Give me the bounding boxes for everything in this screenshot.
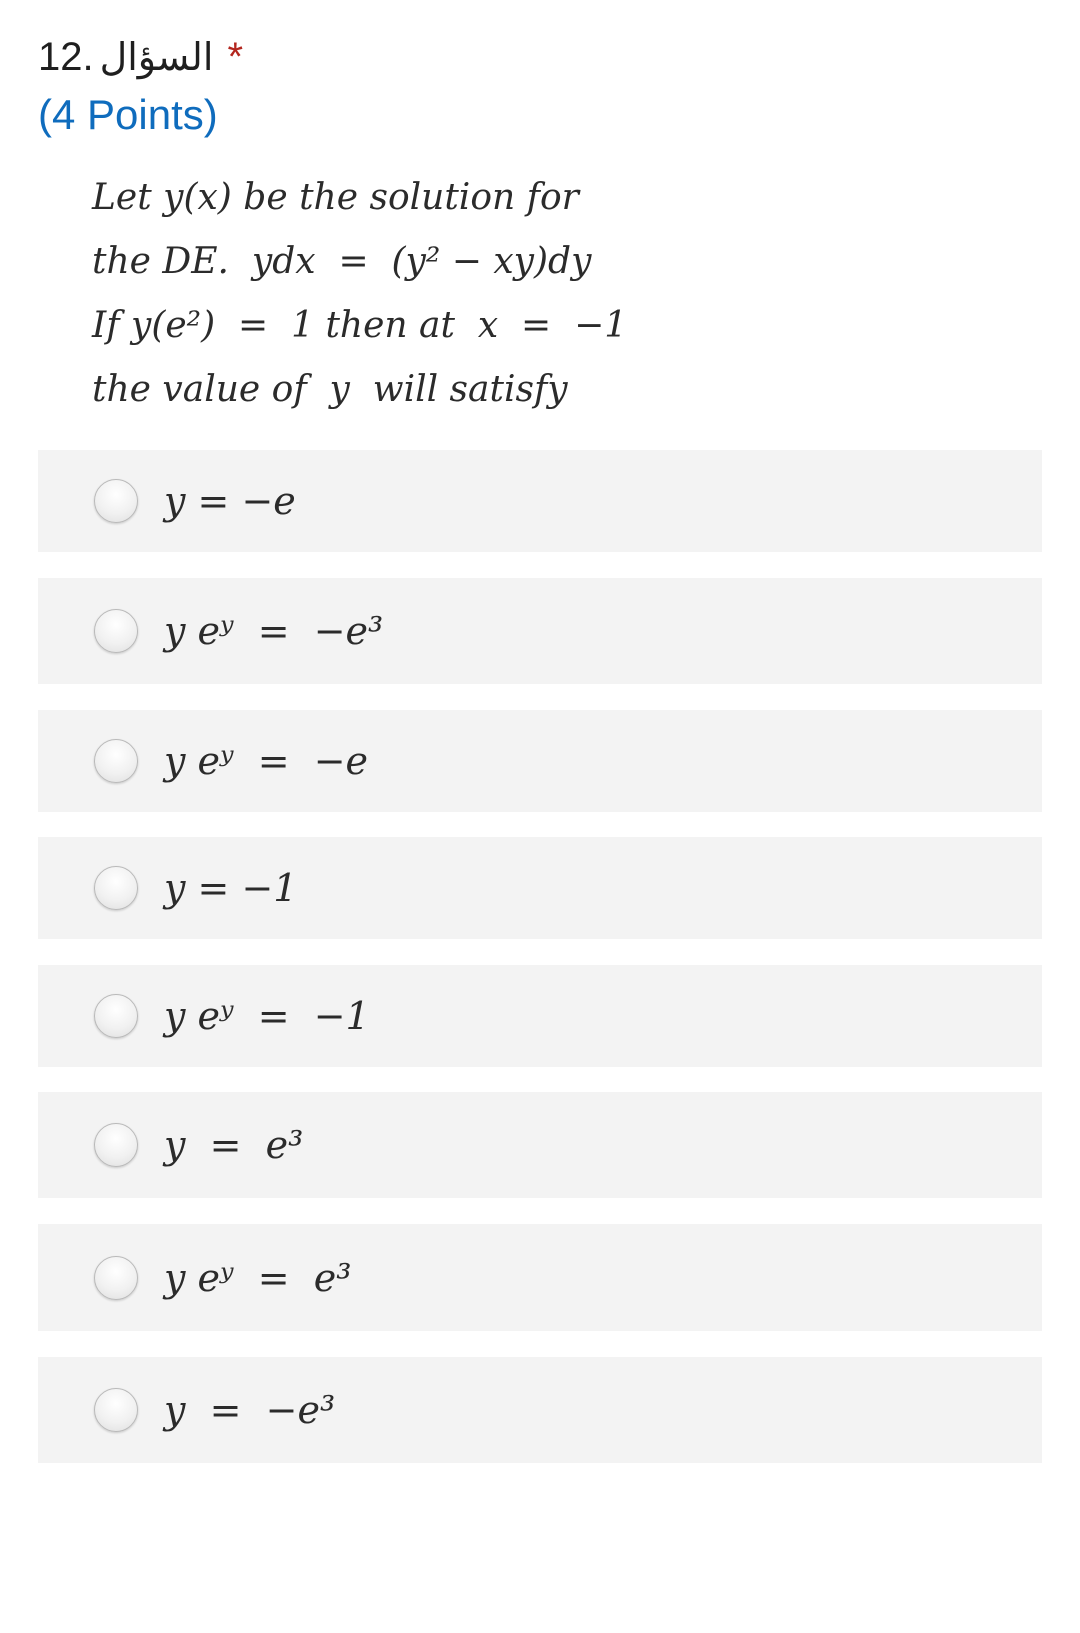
radio-button[interactable] (94, 479, 138, 523)
answer-option-label: y eʸ = −e (164, 739, 369, 783)
question-points: (4 Points) (38, 91, 218, 138)
answer-option-1[interactable] (38, 450, 1042, 552)
answer-option-6[interactable] (38, 1092, 1042, 1198)
radio-button[interactable] (94, 609, 138, 653)
answer-option-label: y = −e (164, 479, 296, 523)
question-number: 12. (38, 35, 94, 79)
radio-button[interactable] (94, 1123, 138, 1167)
question-header (38, 30, 243, 142)
radio-button[interactable] (94, 1256, 138, 1300)
answer-option-3[interactable] (38, 710, 1042, 812)
answer-option-label: y eʸ = −1 (164, 994, 370, 1038)
answer-option-label: y = −e³ (164, 1388, 336, 1432)
answer-option-label: y eʸ = −e³ (164, 609, 384, 653)
answer-option-4[interactable] (38, 837, 1042, 939)
question-label: السؤال (99, 35, 214, 79)
radio-button[interactable] (94, 1388, 138, 1432)
question-line-2: the DE. ydx = (y² − xy)dy (92, 241, 592, 282)
answer-option-8[interactable] (38, 1357, 1042, 1463)
answer-option-7[interactable] (38, 1224, 1042, 1331)
answer-option-label: y = −1 (164, 866, 298, 910)
question-line-1: Let y(x) be the solution for (92, 177, 579, 218)
answer-option-2[interactable] (38, 578, 1042, 684)
answer-option-label: y = e³ (164, 1123, 304, 1167)
radio-button[interactable] (94, 994, 138, 1038)
required-mark: * (227, 35, 244, 79)
question-body (92, 166, 627, 422)
answer-option-label: y eʸ = e³ (164, 1255, 352, 1300)
radio-button[interactable] (94, 739, 138, 783)
question-title (38, 30, 243, 84)
question-line-3: If y(e²) = 1 then at x = −1 (92, 305, 628, 346)
question-line-4: the value of y will satisfy (92, 369, 568, 410)
answer-option-5[interactable] (38, 965, 1042, 1067)
radio-button[interactable] (94, 866, 138, 910)
